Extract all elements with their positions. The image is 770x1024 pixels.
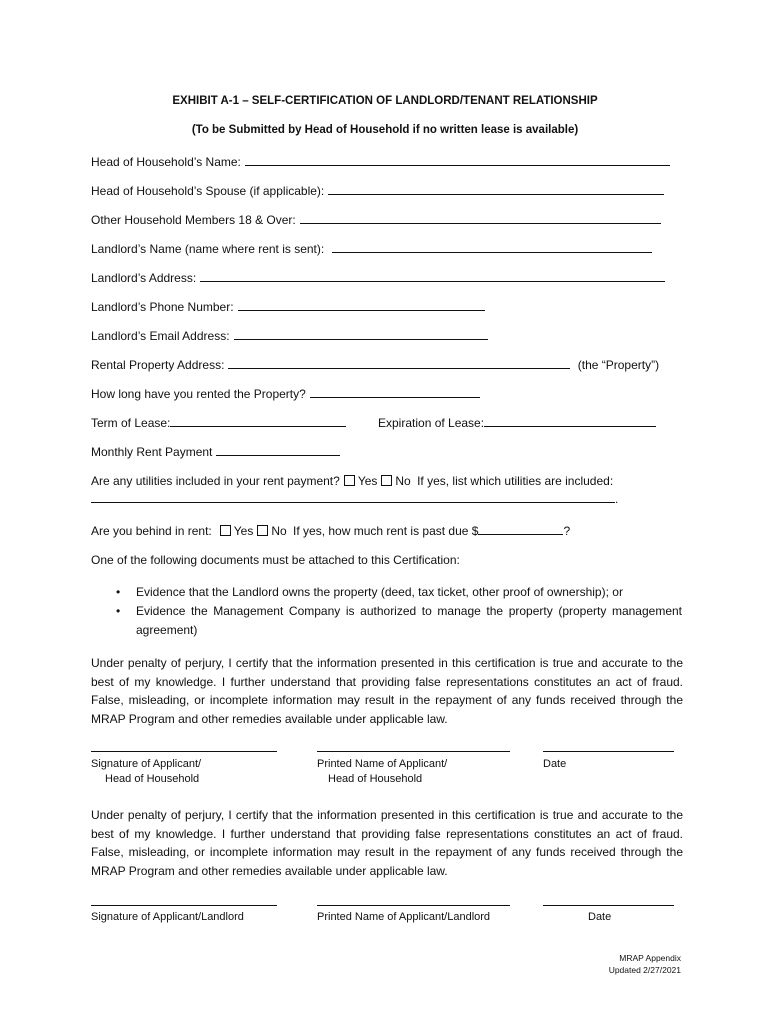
documents-intro: One of the following documents must be attached to this Certification: <box>91 553 460 567</box>
monthly-rent-label: Monthly Rent Payment <box>91 445 213 459</box>
head-of-household-label: Head of Household’s Name: <box>91 155 241 169</box>
behind-followup: If yes, how much rent is past due $ <box>293 524 479 538</box>
property-address-row <box>91 357 659 372</box>
other-members-row <box>91 212 661 227</box>
applicant-printed-caption: Printed Name of Applicant/ Head of Household <box>317 758 448 785</box>
applicant-signature-caption: Signature of Applicant/ Head of Household <box>91 758 202 785</box>
behind-yes-checkbox[interactable] <box>220 525 231 536</box>
landlord-address-label: Landlord’s Address: <box>91 271 197 285</box>
landlord-address-row <box>91 270 665 285</box>
landlord-name-row <box>91 241 652 256</box>
utilities-yes-checkbox[interactable] <box>344 475 355 486</box>
applicant-signature-line[interactable] <box>91 751 277 752</box>
property-address-field[interactable] <box>228 357 570 369</box>
term-of-lease-row <box>91 415 346 430</box>
certification-paragraph-applicant: Under penalty of perjury, I certify that the information presented in this certification is true and accurate to the best of my knowledge. I further understand that providing false representations constitutes an act of fraud. False, misleading, or incomplete information may result in the repayment of any funds received through the MRAP Program and other remedies available under applicable law. <box>91 656 683 726</box>
spouse-label: Head of Household’s Spouse (if applicable): <box>91 184 325 198</box>
other-members-label: Other Household Members 18 & Over: <box>91 213 296 227</box>
page-footer: MRAP Appendix Updated 2/27/2021 <box>608 953 681 975</box>
landlord-email-row <box>91 328 488 343</box>
landlord-phone-field[interactable] <box>238 299 485 311</box>
utilities-list-field[interactable] <box>91 491 615 503</box>
utilities-no-label: No <box>395 474 411 488</box>
applicant-printed-name-line[interactable] <box>317 751 510 752</box>
page-subtitle: (To be Submitted by Head of Household if no written lease is available) <box>191 124 579 136</box>
bullet-icon: • <box>116 585 121 599</box>
property-suffix: (the “Property”) <box>577 358 660 372</box>
utilities-yes-label: Yes <box>357 474 378 488</box>
utilities-question: Are any utilities included in your rent payment? <box>91 474 340 488</box>
rent-duration-row <box>91 386 480 401</box>
behind-rent-row: Are you behind in rent: Yes No If yes, how much rent is past due $ ? <box>91 524 571 538</box>
utilities-no-checkbox[interactable] <box>381 475 392 486</box>
landlord-date-caption: Date <box>588 911 612 923</box>
rent-duration-field[interactable] <box>310 386 480 398</box>
monthly-rent-row <box>91 444 340 459</box>
landlord-signature-line[interactable] <box>91 905 277 906</box>
landlord-printed-caption: Printed Name of Applicant/Landlord <box>317 911 491 923</box>
expiration-row <box>378 415 656 430</box>
page-title: EXHIBIT A-1 – SELF-CERTIFICATION OF LANDLORD/TENANT RELATIONSHIP <box>172 95 598 107</box>
behind-yes-label: Yes <box>233 524 254 538</box>
term-of-lease-label: Term of Lease: <box>91 416 171 430</box>
rent-duration-label: How long have you rented the Property? <box>91 387 306 401</box>
list-item: • Evidence the Management Company is authorized to manage the property (property management agreement) <box>116 604 682 637</box>
landlord-name-field[interactable] <box>332 241 652 253</box>
past-due-amount-field[interactable] <box>478 523 563 535</box>
landlord-phone-row <box>91 299 485 314</box>
landlord-address-field[interactable] <box>200 270 665 282</box>
behind-no-label: No <box>271 524 287 538</box>
certification-paragraph-landlord: Under penalty of perjury, I certify that the information presented in this certification is true and accurate to the best of my knowledge. I further understand that providing false representations constitutes an act of fraud. False, misleading, or incomplete information may result in the repayment of any funds received through the MRAP Program and other remedies available under applicable law. <box>91 808 683 878</box>
landlord-signature-caption: Signature of Applicant/Landlord <box>91 911 244 923</box>
landlord-printed-name-line[interactable] <box>317 905 510 906</box>
head-of-household-field[interactable] <box>245 154 670 166</box>
utilities-list-row: . <box>91 491 618 506</box>
expiration-label: Expiration of Lease: <box>378 416 485 430</box>
bullet-icon: • <box>116 604 121 618</box>
landlord-date-line[interactable] <box>543 905 674 906</box>
utilities-row <box>91 474 613 488</box>
expiration-field[interactable] <box>484 415 656 427</box>
landlord-name-label: Landlord’s Name (name where rent is sent): <box>91 242 325 256</box>
other-members-field[interactable] <box>300 212 661 224</box>
spouse-row <box>91 183 664 198</box>
documents-list <box>116 583 682 640</box>
behind-question: Are you behind in rent: <box>91 524 212 538</box>
behind-no-checkbox[interactable] <box>257 525 268 536</box>
applicant-date-line[interactable] <box>543 751 674 752</box>
property-address-label: Rental Property Address: <box>91 358 225 372</box>
spouse-field[interactable] <box>328 183 664 195</box>
landlord-email-field[interactable] <box>234 328 488 340</box>
list-item: • Evidence that the Landlord owns the property (deed, tax ticket, other proof of ownership); or <box>116 583 682 602</box>
term-of-lease-field[interactable] <box>170 415 346 427</box>
landlord-email-label: Landlord’s Email Address: <box>91 329 230 343</box>
utilities-followup: If yes, list which utilities are included: <box>417 474 614 488</box>
head-of-household-row <box>91 154 670 169</box>
landlord-phone-label: Landlord’s Phone Number: <box>91 300 234 314</box>
monthly-rent-field[interactable] <box>216 444 340 456</box>
applicant-date-caption: Date <box>543 758 567 770</box>
